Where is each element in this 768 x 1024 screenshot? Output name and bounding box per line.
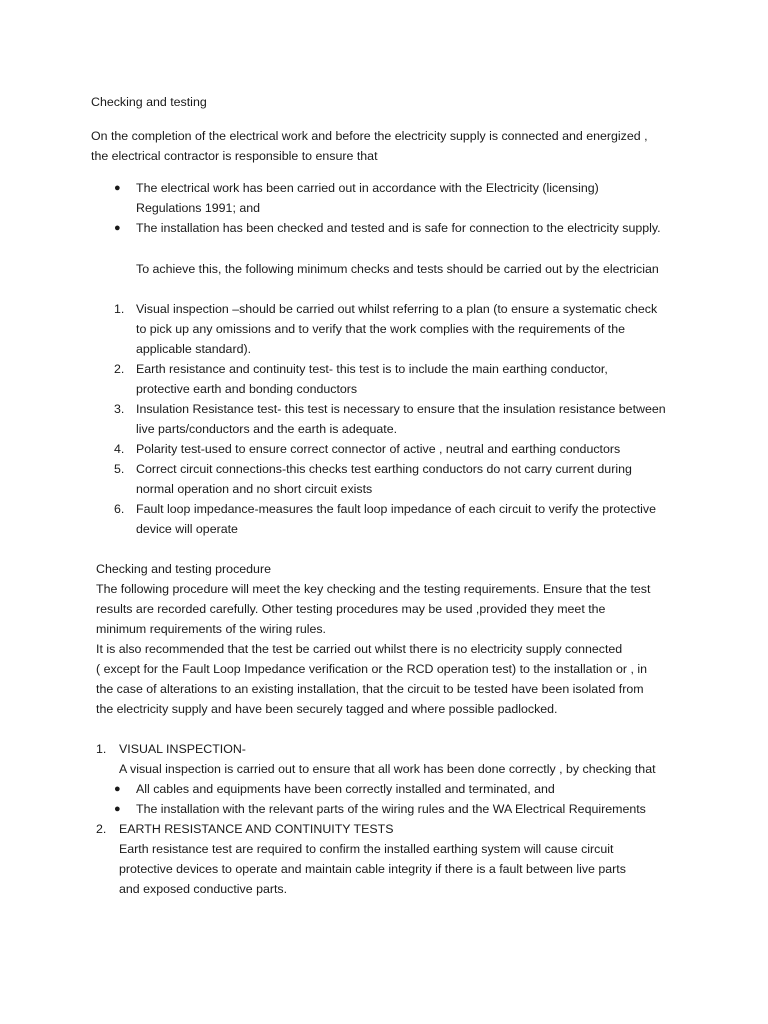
- check-5-line-1: Correct circuit connections-this checks test earthing conductors do not carry current during: [136, 462, 632, 476]
- bullet-1-line-2: Regulations 1991; and: [136, 201, 261, 215]
- procedure-line-6: the case of alterations to an existing installation, that the circuit to be tested have been isolated from: [96, 682, 644, 696]
- section-2-line-1: Earth resistance test are required to confirm the installed earthing system will cause circuit: [119, 842, 614, 856]
- procedure-line-2: results are recorded carefully. Other testing procedures may be used ,provided they meet the: [96, 602, 606, 616]
- check-6-line-2: device will operate: [136, 522, 238, 536]
- check-1-number: 1.: [114, 302, 125, 316]
- intro-line-2: the electrical contractor is responsible to ensure that: [91, 149, 378, 163]
- check-4-line-1: Polarity test-used to ensure correct connector of active , neutral and earthing conductors: [136, 442, 621, 456]
- check-2-line-1: Earth resistance and continuity test- this test is to include the main earthing conductor,: [136, 362, 608, 376]
- section-1-number: 1.: [96, 742, 107, 756]
- procedure-heading: Checking and testing procedure: [96, 562, 271, 576]
- check-2-line-2: protective earth and bonding conductors: [136, 382, 358, 396]
- check-5-number: 5.: [114, 462, 125, 476]
- check-1-line-2: to pick up any omissions and to verify that the work complies with the requirements of the: [136, 322, 625, 336]
- section-1-line-1: A visual inspection is carried out to ensure that all work has been done correctly , by checking that: [119, 762, 656, 776]
- bullet-icon: ●: [114, 803, 121, 815]
- section-2-heading: EARTH RESISTANCE AND CONTINUITY TESTS: [119, 822, 394, 836]
- section-2-number: 2.: [96, 822, 107, 836]
- bullet-1-line-1: The electrical work has been carried out in accordance with the Electricity (licensing): [136, 181, 599, 195]
- intro-line-1: On the completion of the electrical work and before the electricity supply is connected and energized ,: [91, 129, 648, 143]
- section-2-line-3: and exposed conductive parts.: [119, 882, 288, 896]
- procedure-line-4: It is also recommended that the test be carried out whilst there is no electricity supply connected: [96, 642, 623, 656]
- bullet-icon: ●: [114, 783, 121, 795]
- section-2-line-2: protective devices to operate and maintain cable integrity if there is a fault between live parts: [119, 862, 626, 876]
- check-3-line-1: Insulation Resistance test- this test is necessary to ensure that the insulation resistance between: [136, 402, 666, 416]
- check-1-line-3: applicable standard).: [136, 342, 252, 356]
- section-1-bullet-2: The installation with the relevant parts of the wiring rules and the WA Electrical Requirements: [136, 802, 646, 816]
- bullet-icon: ●: [114, 182, 121, 194]
- bullet-icon: ●: [114, 222, 121, 234]
- achieve-line: To achieve this, the following minimum checks and tests should be carried out by the electrician: [136, 262, 659, 276]
- check-3-number: 3.: [114, 402, 125, 416]
- section-1-heading: VISUAL INSPECTION-: [119, 742, 246, 756]
- procedure-line-1: The following procedure will meet the key checking and the testing requirements. Ensure that the test: [96, 582, 651, 596]
- section-1-bullet-1: All cables and equipments have been correctly installed and terminated, and: [136, 782, 555, 796]
- check-1-line-1: Visual inspection –should be carried out whilst referring to a plan (to ensure a systematic check: [136, 302, 658, 316]
- check-6-number: 6.: [114, 502, 125, 516]
- check-2-number: 2.: [114, 362, 125, 376]
- procedure-line-7: the electricity supply and have been securely tagged and where possible padlocked.: [96, 702, 558, 716]
- procedure-line-3: minimum requirements of the wiring rules.: [96, 622, 326, 636]
- bullet-2-line-1: The installation has been checked and tested and is safe for connection to the electricity supply.: [136, 221, 661, 235]
- check-5-line-2: normal operation and no short circuit exists: [136, 482, 373, 496]
- check-6-line-1: Fault loop impedance-measures the fault loop impedance of each circuit to verify the protective: [136, 502, 656, 516]
- check-3-line-2: live parts/conductors and the earth is adequate.: [136, 422, 398, 436]
- check-4-number: 4.: [114, 442, 125, 456]
- document-title: Checking and testing: [91, 95, 207, 109]
- procedure-line-5: ( except for the Fault Loop Impedance verification or the RCD operation test) to the installation or , in: [96, 662, 647, 676]
